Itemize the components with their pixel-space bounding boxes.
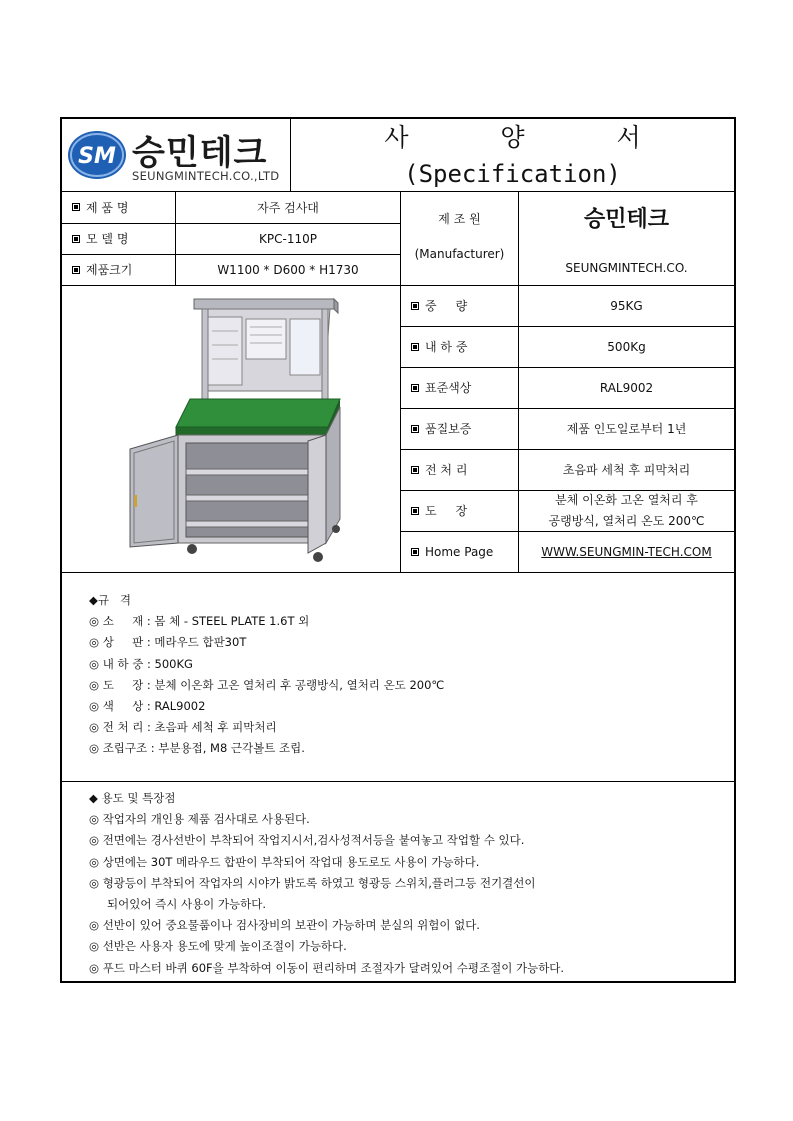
spec-warranty-value: 제품 인도일로부터 1년 <box>566 422 687 436</box>
features-section <box>89 788 564 979</box>
company-logo <box>66 125 288 185</box>
standard-heading: ◆규 격 <box>89 593 132 607</box>
title-korean: 사 양 서 <box>384 123 683 152</box>
size-value: W1100 * D600 * H1730 <box>217 262 359 277</box>
feature-line: ◎ 형광등이 부착되어 작업자의 시야가 밝도록 하였고 형광등 스위치,플러그등 전기결선이 <box>89 875 536 890</box>
sm-logo-icon <box>66 129 128 181</box>
product-illustration <box>112 291 352 567</box>
feature-line: ◎ 선반이 있어 중요물품이나 검사장비의 보관이 가능하며 분실의 위험이 없다. <box>89 918 480 933</box>
spec-sheet <box>60 117 736 983</box>
manufacturer-name: 승민테크 <box>583 206 669 232</box>
spec-pretreatment-value: 초음파 세척 후 피막처리 <box>562 463 691 477</box>
spec-color-value: RAL9002 <box>599 380 654 395</box>
spec-pretreatment-label: 전 처 리 <box>401 449 518 490</box>
feature-line: ◎ 작업자의 개인용 제품 검사대로 사용된다. <box>89 812 310 827</box>
square-bullet-icon <box>72 266 80 274</box>
spec-weight-value: 95KG <box>610 298 643 313</box>
spec-load-value: 500Kg <box>607 339 646 354</box>
square-bullet-icon <box>411 384 419 392</box>
company-name-ko: 승민테크 <box>132 133 268 173</box>
spec-coating-value <box>519 490 734 531</box>
size-label: 제품크기 <box>62 254 175 285</box>
rule <box>62 781 734 782</box>
manufacturer-label-en: (Manufacturer) <box>414 247 505 261</box>
standard-line: ◎ 색 상 : RAL9002 <box>89 698 206 713</box>
product-name-value: 자주 검사대 <box>257 200 319 215</box>
feature-line: ◎ 상면에는 30T 메라우드 합판이 부착되어 작업대 용도로도 사용이 가능하다. <box>89 854 480 869</box>
spec-homepage-label: Home Page <box>401 531 518 572</box>
standard-line: ◎ 소 재 : 몸 체 - STEEL PLATE 1.6T 외 <box>89 614 310 629</box>
product-name-label: 제 품 명 <box>62 191 175 223</box>
square-bullet-icon <box>411 343 419 351</box>
square-bullet-icon <box>411 302 419 310</box>
model-label: 모 델 명 <box>62 223 175 254</box>
square-bullet-icon <box>72 203 80 211</box>
standard-section <box>89 590 444 760</box>
standard-line: ◎ 상 판 : 메라우드 합판30T <box>89 635 247 650</box>
standard-line: ◎ 내 하 중 : 500KG <box>89 656 193 671</box>
square-bullet-icon <box>411 548 419 556</box>
model-value: KPC-110P <box>259 231 317 246</box>
spec-coating-line-1: 분체 이온화 고온 열처리 후 <box>555 492 698 507</box>
feature-line: ◎ 전면에는 경사선반이 부착되어 작업지시서,검사성적서등을 붙여놓고 작업할 수 있다. <box>89 833 525 848</box>
standard-line: ◎ 전 처 리 : 초음파 세척 후 피막처리 <box>89 720 277 735</box>
square-bullet-icon <box>411 507 419 515</box>
standard-line: ◎ 도 장 : 분체 이온화 고온 열처리 후 공랭방식, 열처리 온도 200℃ <box>89 677 445 692</box>
spec-weight-label: 중 량 <box>401 285 518 326</box>
square-bullet-icon <box>72 235 80 243</box>
feature-line: 되어있어 즉시 사용이 가능하다. <box>107 896 267 911</box>
spec-coating-line-2: 공랭방식, 열처리 온도 200℃ <box>548 513 705 528</box>
svg-text:SM: SM <box>78 144 116 169</box>
features-heading: ◆ 용도 및 특장점 <box>89 791 176 805</box>
manufacturer-label: 제 조 원 <box>438 211 481 226</box>
spec-color-label: 표준색상 <box>401 367 518 408</box>
homepage-link[interactable]: WWW.SEUNGMIN-TECH.COM <box>541 544 712 559</box>
title-english: (Specification) <box>404 160 621 188</box>
spec-load-label: 내 하 중 <box>401 326 518 367</box>
feature-line: ◎ 푸드 마스터 바퀴 60F을 부착하여 이동이 편리하며 조절자가 달려있어 수평조절이 가능하다. <box>89 960 565 975</box>
company-name-en: SEUNGMINTECH.CO.,LTD <box>132 169 280 183</box>
standard-line: ◎ 조립구조 : 부분용접, M8 근각볼트 조립. <box>89 741 305 756</box>
inspection-table-image <box>112 291 352 567</box>
manufacturer-name-en: SEUNGMINTECH.CO. <box>565 261 688 275</box>
feature-line: ◎ 선반은 사용자 용도에 맞게 높이조절이 가능하다. <box>89 939 347 954</box>
spec-coating-label: 도 장 <box>401 490 518 531</box>
square-bullet-icon <box>411 466 419 474</box>
square-bullet-icon <box>411 425 419 433</box>
rule <box>62 572 734 573</box>
spec-warranty-label: 품질보증 <box>401 408 518 449</box>
